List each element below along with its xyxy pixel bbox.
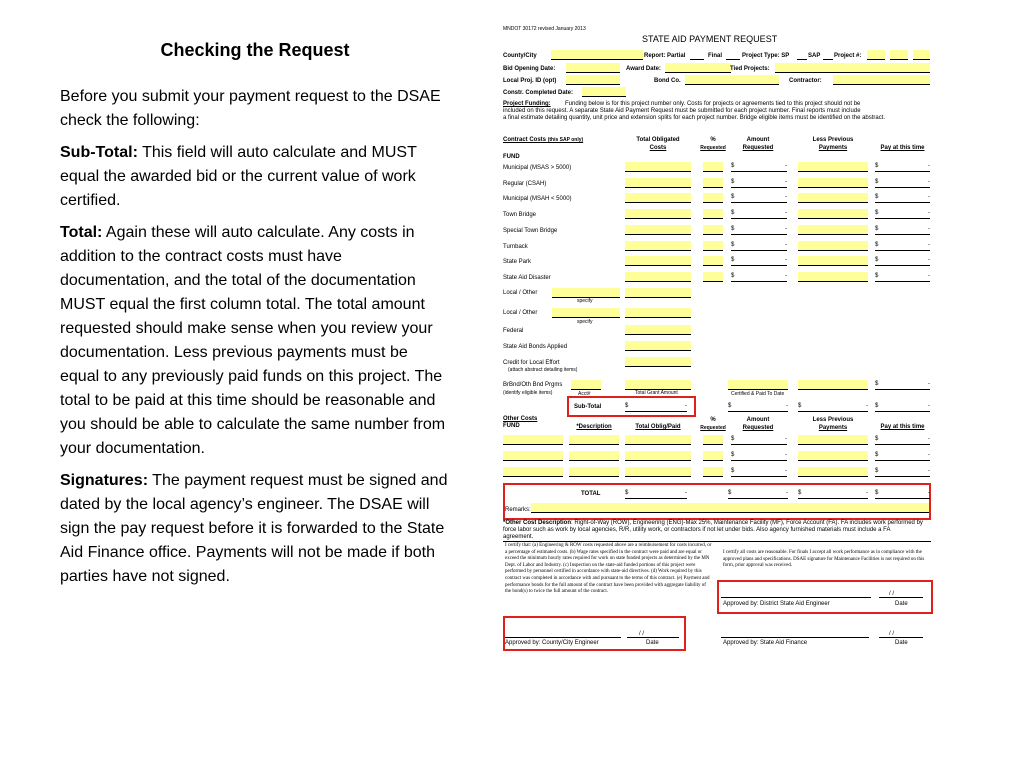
payment-request-form (503, 26, 931, 654)
local-proj-label: Local Proj. ID (opt) (503, 78, 557, 84)
fund-row-pay-now: $ - (875, 194, 930, 203)
fund-row-pay-now: $ - (875, 242, 930, 251)
credit-local-label: Credit for Local Effort (503, 360, 560, 366)
county-date-slashes: / / (639, 631, 645, 637)
certified-paid-label: Certified & Paid To Date (731, 391, 785, 397)
dsae-date-label: Date (895, 601, 908, 607)
fund-row-obligated[interactable] (625, 178, 691, 188)
fund-row-percent[interactable] (703, 225, 723, 235)
fund-row-label: Special Town Bridge (503, 228, 558, 234)
page-title: Checking the Request (160, 40, 350, 60)
project-num-field-2[interactable] (890, 50, 908, 60)
sap-label: SAP (808, 53, 821, 59)
other-row-amount: $ - (731, 468, 787, 477)
local-other-amount-2[interactable] (625, 308, 691, 318)
fund-row-less-previous[interactable] (798, 178, 868, 188)
signatures-paragraph (60, 469, 450, 589)
project-funding-line-3: a final estimate detailing quantity, unit price and extension splits for each project number. Bridge eligible items must be identified on the abstract. (503, 115, 886, 121)
fund-row-label: Municipal (MSAS > 5000) (503, 165, 572, 171)
project-funding-line-2: included on this request. A separate State Aid Payment Request must be submitted for each project number. Final reports must include (503, 108, 861, 114)
total-paragraph (60, 221, 450, 461)
form-title: STATE AID PAYMENT REQUEST (642, 34, 778, 44)
other-row-description[interactable] (569, 435, 619, 445)
signatures-text: The payment request must be signed and dated by the local agency’s engineer. The DSAE will sign the pay request before it is forwarded to the State Aid Finance office. Payments will not be made if both parties have not signed. (60, 472, 448, 585)
total-grant-field[interactable] (625, 380, 691, 390)
total-grant-label: Total Grant Amount (635, 390, 678, 396)
fund-row-percent[interactable] (703, 193, 723, 203)
fund-row-pay-now: $ - (875, 179, 930, 188)
fund-row-amount: $ - (731, 179, 787, 188)
other-row-description[interactable] (569, 467, 619, 477)
other-col-percent: % Requested (700, 417, 726, 431)
other-row-description[interactable] (569, 451, 619, 461)
certify-dsae-text: I certify all costs are reasonable. For finals I accept all work performance as in compliance with the approved plans and specifications. DSAE signature for Maintenance Facilities is not required on this form, prior approval was received. (723, 550, 925, 569)
attach-detail-label: (attach abstract detailing items) (508, 367, 578, 373)
bond-co-label: Bond Co. (654, 78, 681, 84)
fund-row-amount: $ - (731, 210, 787, 219)
fund-row-less-previous[interactable] (798, 241, 868, 251)
other-row-percent[interactable] (703, 451, 723, 461)
dsae-approved-label: Approved by: District State Aid Engineer (723, 601, 830, 607)
fund-row-less-previous[interactable] (798, 256, 868, 266)
specify-label-2: specify (577, 319, 593, 325)
acct-field[interactable] (571, 380, 601, 390)
partial-field[interactable] (690, 52, 704, 60)
local-proj-field[interactable] (566, 75, 620, 85)
signatures-term: Signatures: (60, 472, 149, 489)
other-col-amount: Amount Requested (742, 417, 774, 431)
local-other-label-2: Local / Other (503, 310, 538, 316)
subtotal-term: Sub-Total: (60, 144, 138, 161)
fund-row-percent[interactable] (703, 272, 723, 282)
dsae-date-line[interactable] (879, 597, 923, 598)
other-cost-desc-line-3: agreement. (503, 534, 534, 540)
brbnd-pay-now[interactable]: $ - (875, 381, 930, 390)
state-aid-bonds-label: State Aid Bonds Applied (503, 344, 568, 350)
intro-paragraph: Before you submit your payment request to the DSAE check the following: (60, 88, 441, 129)
other-row-fund[interactable] (503, 467, 563, 477)
other-row-less-previous[interactable] (798, 435, 868, 445)
finance-date-line[interactable] (879, 637, 923, 638)
total-pay-now: $ - (875, 490, 930, 499)
federal-amount[interactable] (625, 325, 691, 335)
acct-label: Acct# (578, 391, 591, 397)
other-row-pay-now: $ - (875, 468, 930, 477)
total-term: Total: (60, 224, 103, 241)
total-obligated: $ - (625, 490, 687, 499)
other-row-amount: $ - (731, 452, 787, 461)
other-row-less-previous[interactable] (798, 467, 868, 477)
local-other-specify-field-1[interactable] (552, 288, 620, 298)
project-type-label: Project Type: SP (742, 53, 790, 59)
remarks-label: Remarks: (505, 507, 531, 513)
subtotal-label: Sub-Total (574, 404, 602, 410)
fund-row-percent[interactable] (703, 209, 723, 219)
project-num-field-1[interactable] (867, 50, 885, 60)
fund-row-label: Turnback (503, 244, 528, 250)
fund-row-amount: $ - (731, 226, 787, 235)
subtotal-amount: $ - (728, 403, 788, 412)
dsae-signature-line[interactable] (721, 597, 871, 598)
county-date-line[interactable] (627, 637, 679, 638)
col-amount-requested: Amount Requested (742, 137, 774, 151)
fund-row-obligated[interactable] (625, 272, 691, 282)
col-less-previous: Less Previous Payments (812, 137, 854, 151)
total-oblig-paid-col: Total Oblig/Paid (635, 424, 681, 430)
fund-row-pay-now: $ - (875, 163, 930, 172)
award-date-field[interactable] (665, 63, 731, 73)
divider (503, 541, 931, 542)
fund-row-percent[interactable] (703, 241, 723, 251)
certified-paid-field[interactable] (728, 380, 788, 390)
county-city-field[interactable] (551, 50, 643, 60)
project-funding-line-1: Funding below is for this project number only. Costs for projects or agreements tied to this project should not be (565, 101, 861, 107)
other-row-obligated[interactable] (625, 435, 691, 445)
remarks-field[interactable] (531, 503, 929, 513)
fund-row-label: State Aid Disaster (503, 275, 551, 281)
project-num-field-3[interactable] (913, 50, 930, 60)
other-row-percent[interactable] (703, 467, 723, 477)
fund-label: FUND (503, 154, 520, 160)
fund-row-label: State Park (503, 259, 532, 265)
county-approved-label: Approved by: County/City Engineer (505, 640, 599, 646)
finance-signature-line[interactable] (721, 637, 869, 638)
fund-row-pay-now: $ - (875, 273, 930, 282)
fund-row-label: Regular (CSAH) (503, 181, 547, 187)
brbnd-less-previous[interactable] (798, 380, 868, 390)
other-row-obligated[interactable] (625, 451, 691, 461)
county-signature-line[interactable] (505, 637, 621, 638)
fund-row-obligated[interactable] (625, 241, 691, 251)
other-row-fund[interactable] (503, 451, 563, 461)
total-amount: $ - (728, 490, 788, 499)
credit-local-amount[interactable] (625, 357, 691, 367)
fund-row-label: Municipal (MSAH < 5000) (503, 196, 572, 202)
finance-date-label: Date (895, 640, 908, 646)
fund-row-less-previous[interactable] (798, 193, 868, 203)
fund-row-less-previous[interactable] (798, 162, 868, 172)
fund-row-obligated[interactable] (625, 162, 691, 172)
other-costs-label: Other Costs (503, 416, 538, 422)
other-row-less-previous[interactable] (798, 451, 868, 461)
fund-row-obligated[interactable] (625, 209, 691, 219)
other-cost-desc-line-1: *Other Cost Description: Right-of-Way (ROW), Engineering (ENG)-Max 25%, Maintenance Facility (MF), Force Account (FA). FA includes work performed by (503, 520, 923, 526)
fund-row-amount: $ - (731, 257, 787, 266)
report-label: Report: Partial (644, 53, 686, 59)
other-row-percent[interactable] (703, 435, 723, 445)
col-total-obligated: Total Obligated Costs (636, 137, 680, 151)
contractor-label: Contractor: (789, 78, 822, 84)
other-cost-desc-line-2: force labor such as work by local agencies, R/R, utility work, or contractors if not let under bids. Also agency furnished materials must include a FA (503, 527, 891, 533)
other-row-pay-now: $ - (875, 452, 930, 461)
instructions-panel (60, 40, 450, 597)
local-other-label-1: Local / Other (503, 290, 538, 296)
total-label: TOTAL (581, 491, 601, 497)
fund-row-less-previous[interactable] (798, 225, 868, 235)
total-less-previous: $ - (798, 490, 868, 499)
dsae-date-slashes: / / (889, 591, 895, 597)
other-row-fund[interactable] (503, 435, 563, 445)
other-fund-label: FUND (503, 423, 520, 429)
final-label: Final (708, 53, 723, 59)
identify-eligible-label: (identify eligible items) (503, 390, 553, 396)
col-pay-now: Pay at this time (880, 145, 925, 151)
contractor-field[interactable] (833, 75, 930, 85)
sap-field[interactable] (823, 52, 833, 60)
constr-completed-field[interactable] (582, 87, 626, 97)
fund-row-amount: $ - (731, 242, 787, 251)
subtotal-text: This field will auto calculate and MUST equal the awarded bid or the current value of work certified. (60, 144, 417, 209)
fund-row-pay-now: $ - (875, 257, 930, 266)
subtotal-obligated: $ - (625, 403, 687, 412)
bond-co-field[interactable] (685, 75, 779, 85)
fund-row-label: Town Bridge (503, 212, 537, 218)
fund-row-percent[interactable] (703, 256, 723, 266)
description-col: *Description (576, 424, 612, 430)
other-row-pay-now: $ - (875, 436, 930, 445)
finance-approved-label: Approved by: State Aid Finance (723, 640, 808, 646)
other-row-amount: $ - (731, 436, 787, 445)
subtotal-less-previous: $ - (798, 403, 868, 412)
total-text: Again these will auto calculate. Any costs in addition to the contract costs must have documentation, and the total of the documentation MUST equal the first column total. The total amount requested should make sense when you review your documentation. Less previous payments must be equal to any previously paid funds on this project. The total to be paid at this time should be reasonable and you should be able to calculate the same number from your documentation. (60, 224, 446, 457)
subtotal-paragraph (60, 141, 450, 213)
local-other-amount-1[interactable] (625, 288, 691, 298)
fund-row-less-previous[interactable] (798, 272, 868, 282)
fund-row-amount: $ - (731, 273, 787, 282)
specify-label-1: specify (577, 298, 593, 304)
col-contract-costs: Contract Costs (this SAP only) (503, 137, 584, 143)
fund-row-pay-now: $ - (875, 210, 930, 219)
award-date-label: Award Date: (626, 66, 661, 72)
brbnd-label: BrBnd/Oth Bnd Prgms (503, 382, 563, 388)
other-row-obligated[interactable] (625, 467, 691, 477)
form-revision: MNDOT 30172 revised January 2013 (503, 26, 586, 32)
col-percent: % Requested (700, 137, 726, 151)
total-highlight (503, 483, 931, 520)
fund-row-percent[interactable] (703, 178, 723, 188)
certify-county-text: I certify that: (a) Engineering & ROW costs requested above are a reimbursement for costs incurred, or a percentage of estimated costs. (b) Wage rates specified in the contract were paid and are equal or exceed the minimum hourly rates required for work on state funded projects as determined by the MN Dept. of Labor and Industry. (c) Inspection on the state-aid funded portions of this project were performed by personnel certified in accordance with state-aid directives. (d) Work required by this contract was completed in accordance with and pursuant to the terms of this contract. (e) Payment and performance bonds for the full amount of the contract have been provided with aggregate liability of the bond(s) to twice the full amount of the contract. (505, 543, 712, 595)
tied-projects-label: Tied Projects: (730, 66, 770, 72)
other-col-less-previous: Less Previous Payments (812, 417, 854, 431)
federal-label: Federal (503, 328, 524, 334)
fund-row-pay-now: $ - (875, 226, 930, 235)
fund-row-obligated[interactable] (625, 256, 691, 266)
county-city-label: County/City (503, 53, 537, 59)
fund-row-amount: $ - (731, 163, 787, 172)
bid-opening-field[interactable] (566, 63, 620, 73)
fund-row-obligated[interactable] (625, 225, 691, 235)
bid-opening-label: Bid Opening Date: (503, 66, 556, 72)
sp-field[interactable] (797, 52, 807, 60)
fund-row-less-previous[interactable] (798, 209, 868, 219)
other-col-pay-now: Pay at this time (880, 424, 925, 430)
project-num-label: Project #: (834, 53, 862, 59)
constr-completed-label: Constr. Completed Date: (503, 90, 574, 96)
fund-row-percent[interactable] (703, 162, 723, 172)
fund-row-obligated[interactable] (625, 193, 691, 203)
state-aid-bonds-amount[interactable] (625, 341, 691, 351)
fund-row-amount: $ - (731, 194, 787, 203)
subtotal-pay-now: $ - (875, 403, 930, 412)
tied-projects-field[interactable] (775, 63, 930, 73)
final-field[interactable] (726, 52, 740, 60)
local-other-specify-field-2[interactable] (552, 308, 620, 318)
project-funding-label: Project Funding: (503, 101, 551, 107)
county-date-label: Date (646, 640, 659, 646)
finance-date-slashes: / / (889, 631, 895, 637)
